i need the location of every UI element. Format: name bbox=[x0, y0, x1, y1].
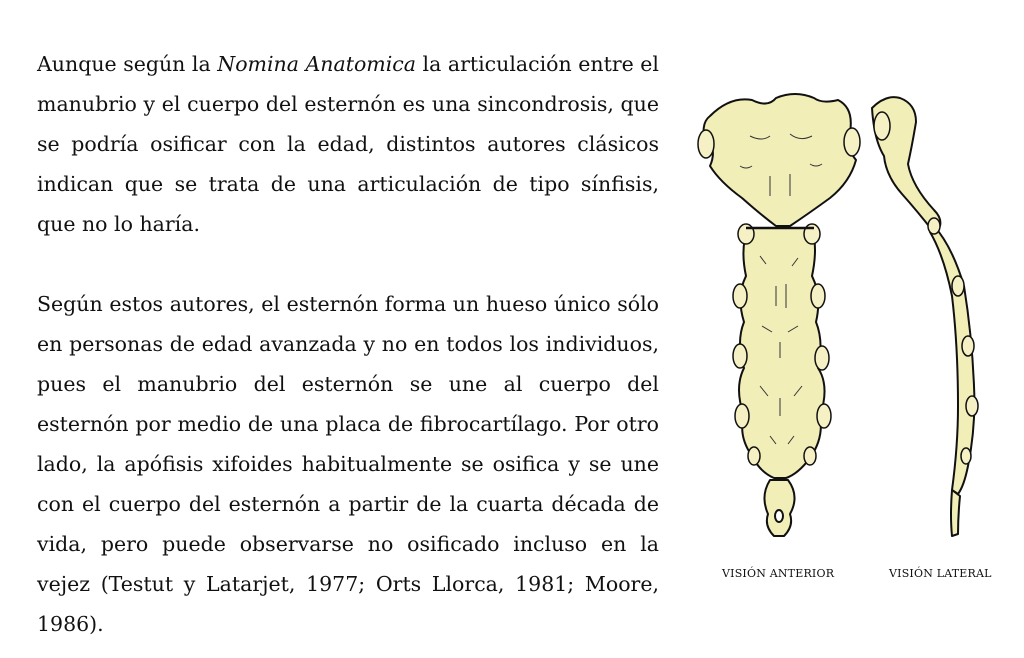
costal-notch-6-left bbox=[748, 447, 760, 465]
lateral-notch-4 bbox=[962, 336, 974, 356]
body-text bbox=[37, 44, 659, 644]
lateral-notch-1 bbox=[874, 112, 890, 140]
lateral-notch-2 bbox=[928, 218, 940, 234]
caption-anterior-view: VISIÓN ANTERIOR bbox=[722, 567, 835, 580]
lateral-notch-3 bbox=[952, 276, 964, 296]
costal-notch-3-left bbox=[733, 284, 747, 308]
anterior-sternum bbox=[698, 94, 860, 536]
caption-lateral-view: VISIÓN LATERAL bbox=[889, 567, 992, 580]
lateral-notch-5 bbox=[966, 396, 978, 416]
xiphoid-process bbox=[764, 480, 794, 536]
costal-notch-5-left bbox=[735, 404, 749, 428]
lateral-sternum bbox=[872, 97, 978, 536]
paragraph-1 bbox=[37, 44, 659, 244]
costal-notch-3-right bbox=[811, 284, 825, 308]
costal-notch-6-right bbox=[804, 447, 816, 465]
nomina-anatomica-term: Nomina Anatomica bbox=[217, 52, 416, 76]
xiphoid-foramen bbox=[775, 510, 783, 522]
costal-notch-4-left bbox=[733, 344, 747, 368]
lateral-notch-6 bbox=[961, 448, 971, 464]
costal-notch-1-left bbox=[698, 130, 714, 158]
costal-notch-5-right bbox=[817, 404, 831, 428]
sternum-body bbox=[739, 228, 825, 478]
paragraph-1-start: Aunque según la bbox=[37, 52, 218, 76]
paragraph-1-rest: la articulación entre el manubrio y el cuerpo del esternón es una sincondrosis, que se podría osificar con la edad, distintos autores clásicos indican que se trata de una articulación de tipo sínfisis, que no lo haría. bbox=[37, 52, 659, 236]
sternum-illustration bbox=[690, 86, 1010, 591]
paragraph-2: Según estos autores, el esternón forma un hueso único sólo en personas de edad avanzada y no en todos los individuos, pues el manubrio del esternón se une al cuerpo del esternón por medio de una placa de fibrocartílago. Por otro lado, la apófisis xifoides habitualmente se osifica y se une con el cuerpo del esternón a partir de la cuarta década de vida, pero puede observarse no osificado incluso en la vejez (Testut y Latarjet, 1977; Orts Llorca, 1981; Moore, 1986). bbox=[37, 292, 659, 636]
manubrium bbox=[704, 94, 856, 226]
sternum-drawing bbox=[690, 86, 1010, 591]
costal-notch-4-right bbox=[815, 346, 829, 370]
lateral-xiphoid bbox=[951, 490, 960, 536]
costal-notch-1-right bbox=[844, 128, 860, 156]
